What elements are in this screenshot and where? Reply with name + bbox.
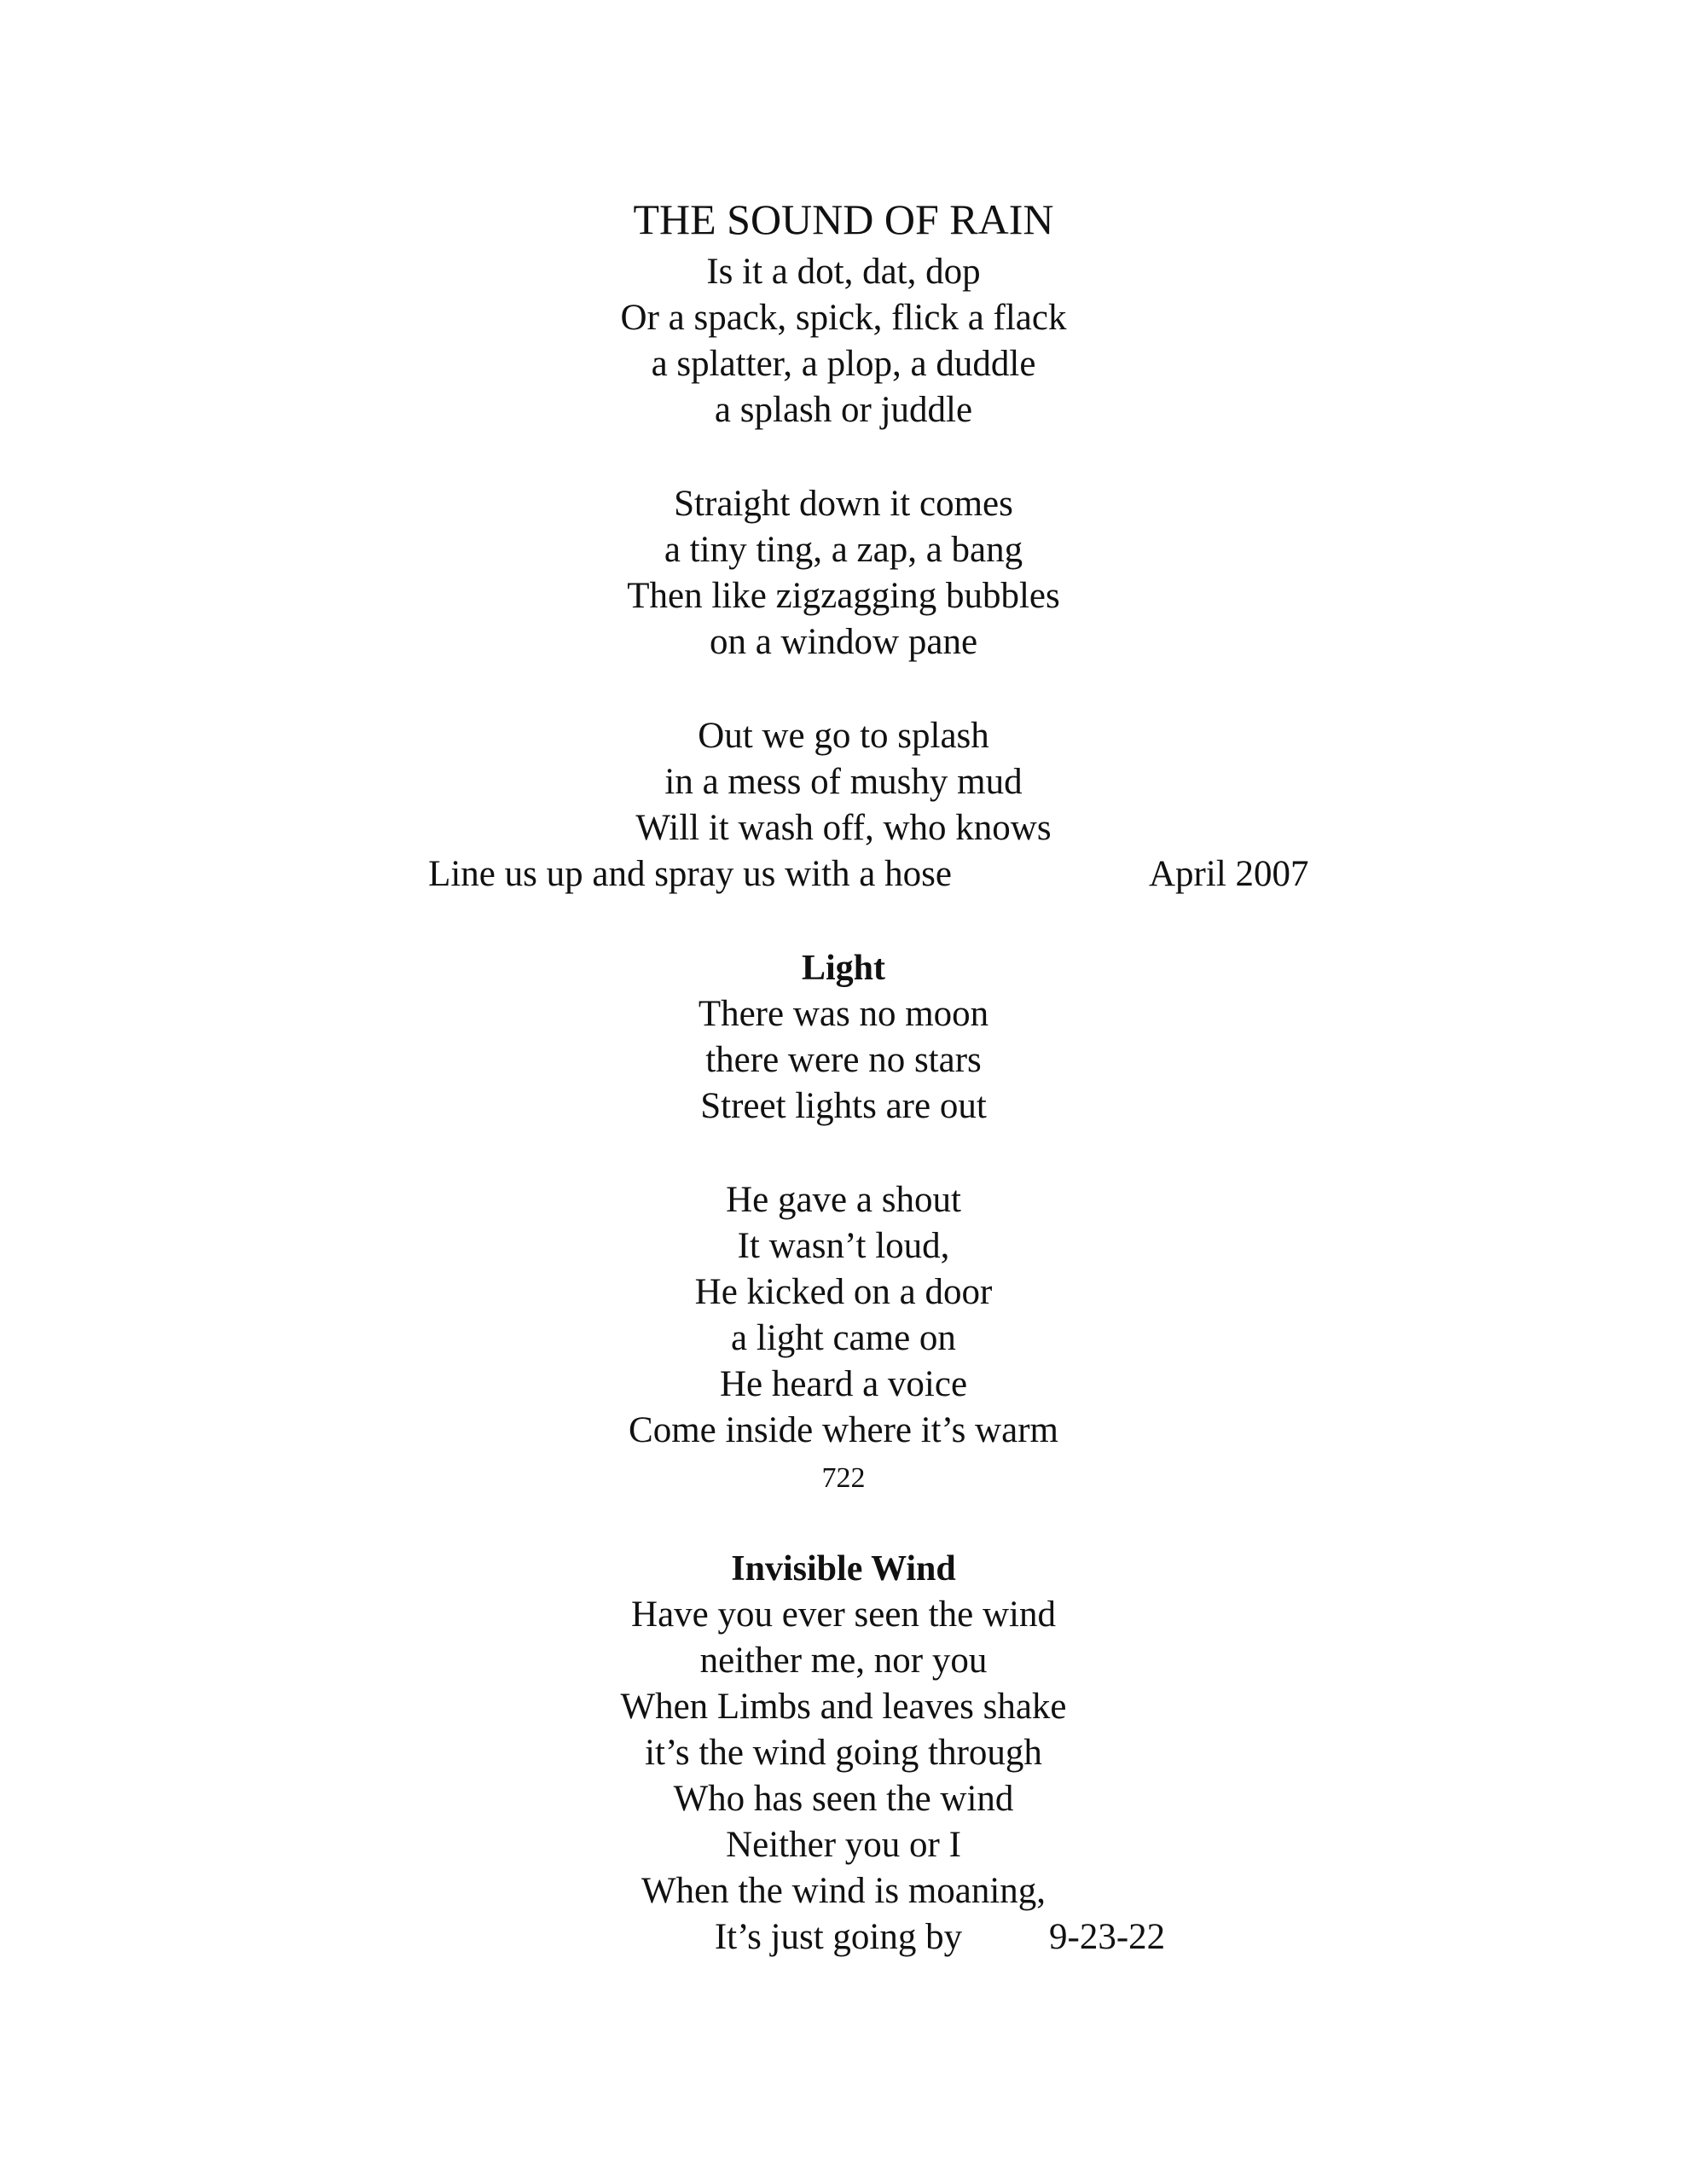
poem-line: Neither you or I bbox=[726, 1825, 961, 1865]
poem-line: Is it a dot, dat, dop bbox=[706, 252, 981, 292]
poem-line: Then like zigzagging bubbles bbox=[627, 576, 1060, 616]
poem-line: When the wind is moaning, bbox=[641, 1871, 1046, 1911]
poem-line: Have you ever seen the wind bbox=[631, 1594, 1056, 1635]
poem-line: He gave a shout bbox=[726, 1180, 961, 1220]
poem-line: When Limbs and leaves shake bbox=[620, 1687, 1067, 1727]
poem-title-light: Light bbox=[801, 949, 886, 988]
poem-line: Line us up and spray us with a hose bbox=[428, 854, 952, 894]
poem-line: a splash or juddle bbox=[714, 390, 973, 430]
poem-title-sound-of-rain: THE SOUND OF RAIN bbox=[633, 195, 1054, 243]
poem-line: He heard a voice bbox=[719, 1364, 968, 1404]
poem-line: in a mess of mushy mud bbox=[664, 762, 1023, 802]
poem-line: Street lights are out bbox=[700, 1086, 987, 1126]
poem-line: It’s just going by bbox=[714, 1917, 963, 1957]
poem-line: a tiny ting, a zap, a bang bbox=[664, 530, 1023, 570]
poem-date: 9-23-22 bbox=[1049, 1917, 1166, 1957]
poem-line: He kicked on a door bbox=[694, 1272, 993, 1312]
poem-line: a splatter, a plop, a duddle bbox=[651, 344, 1036, 384]
poem-line: Will it wash off, who knows bbox=[635, 808, 1052, 848]
poem-line: Out we go to splash bbox=[698, 716, 989, 756]
poem-line: Come inside where it’s warm bbox=[629, 1410, 1058, 1450]
poem-line: neither me, nor you bbox=[699, 1641, 988, 1681]
poem-line: Or a spack, spick, flick a flack bbox=[620, 298, 1067, 338]
poem-number: 722 bbox=[821, 1462, 866, 1494]
poem-line: it’s the wind going through bbox=[645, 1733, 1042, 1773]
poem-line: There was no moon bbox=[698, 994, 989, 1034]
poem-line: Straight down it comes bbox=[674, 484, 1013, 524]
poem-line: there were no stars bbox=[705, 1040, 982, 1080]
poem-title-invisible-wind: Invisible Wind bbox=[731, 1549, 956, 1589]
poem-line: Who has seen the wind bbox=[673, 1779, 1014, 1819]
poem-line: a light came on bbox=[731, 1318, 956, 1358]
poem-line: on a window pane bbox=[709, 622, 978, 662]
poem-date: April 2007 bbox=[1149, 854, 1309, 894]
poem-line: It wasn’t loud, bbox=[737, 1226, 950, 1266]
